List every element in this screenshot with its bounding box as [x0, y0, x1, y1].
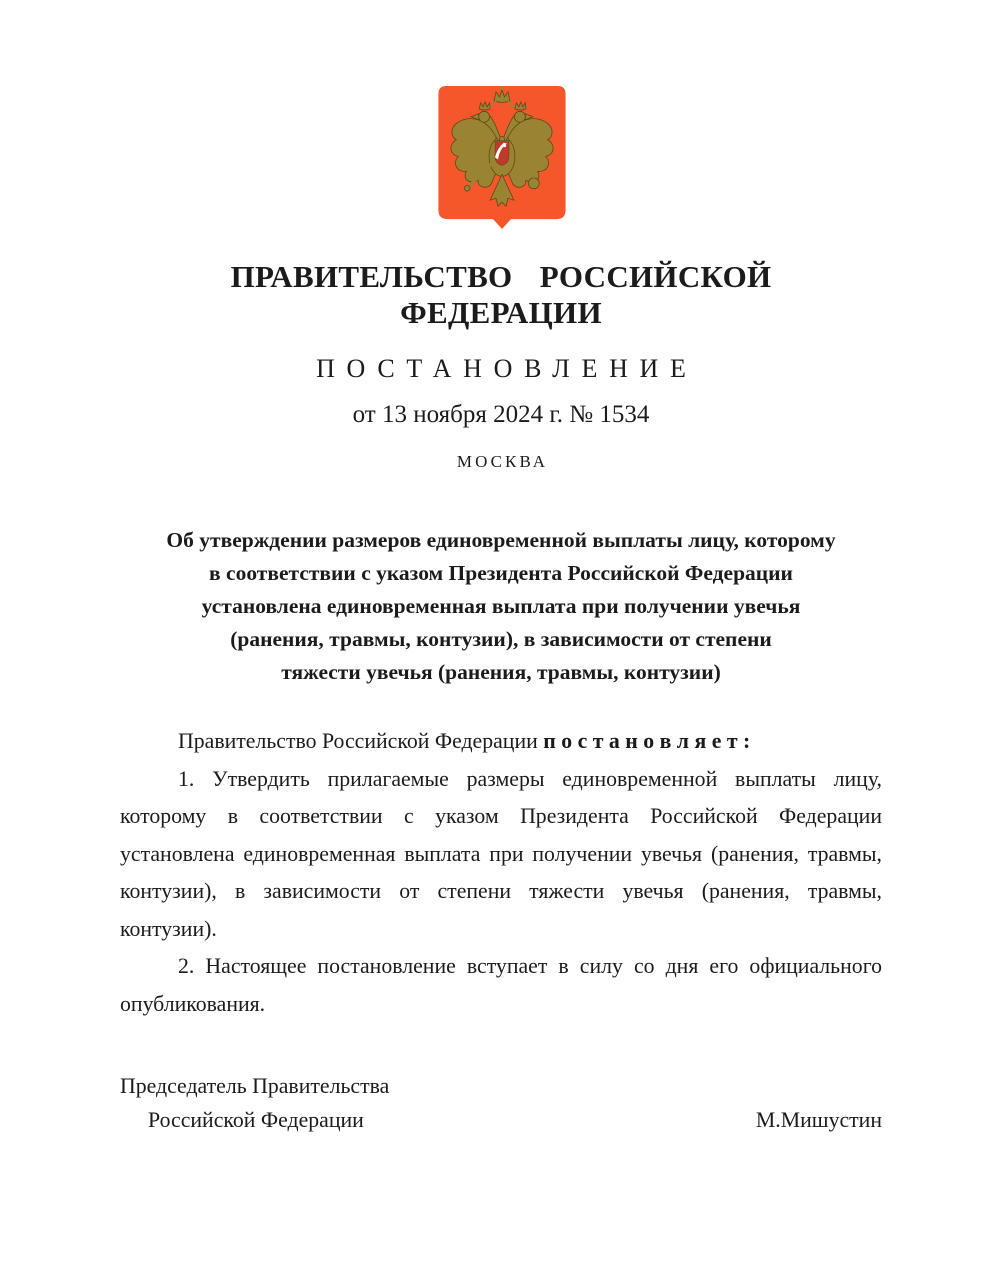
- date-and-number: от 13 ноября 2024 г. № 1534: [352, 401, 650, 428]
- paragraph-1: 1. Утвердить прилагаемые размеры единовременной выплаты лицу, которому в соответствии с указом Президента Российской Федерации установлена единовременная выплата при получении увечья (ранения, травмы, контузии), в зависимости от степени тяжести увечья (ранения, травмы, контузии).: [120, 766, 882, 941]
- signer-position-line2: Российской Федерации: [148, 1108, 364, 1132]
- signer-name: М.Мишустин: [755, 1108, 882, 1132]
- document-type: ПОСТАНОВЛЕНИЕ: [316, 354, 698, 383]
- title-line: Об утверждении размеров единовременной выплаты лицу, которому: [166, 528, 836, 552]
- paragraph-2: 2. Настоящее постановление вступает в силу со дня его официального опубликования.: [120, 954, 882, 1016]
- organization-name: ПРАВИТЕЛЬСТВО РОССИЙСКОЙ ФЕДЕРАЦИИ: [230, 259, 772, 330]
- signature-block: [120, 1069, 882, 1137]
- document-title: [120, 524, 882, 689]
- emblem-container: [0, 0, 1004, 230]
- city-label: МОСКВА: [456, 452, 549, 471]
- title-line: тяжести увечья (ранения, травмы, контузии): [281, 660, 721, 684]
- preamble-paragraph: [120, 723, 882, 761]
- preamble-plain-text: Правительство Российской Федерации: [178, 729, 544, 753]
- preamble-decree-word: п о с т а н о в л я е т :: [543, 729, 751, 753]
- russia-coat-of-arms-icon: [437, 85, 567, 230]
- signer-position: [120, 1069, 389, 1137]
- title-line: (ранения, травмы, контузии), в зависимости от степени: [230, 627, 772, 651]
- document-content: [0, 259, 1004, 1137]
- document-body: [120, 723, 882, 1023]
- title-line: установлена единовременная выплата при получении увечья: [201, 594, 801, 618]
- signer-position-line1: Председатель Правительства: [120, 1074, 390, 1098]
- title-line: в соответствии с указом Президента Российской Федерации: [209, 561, 793, 585]
